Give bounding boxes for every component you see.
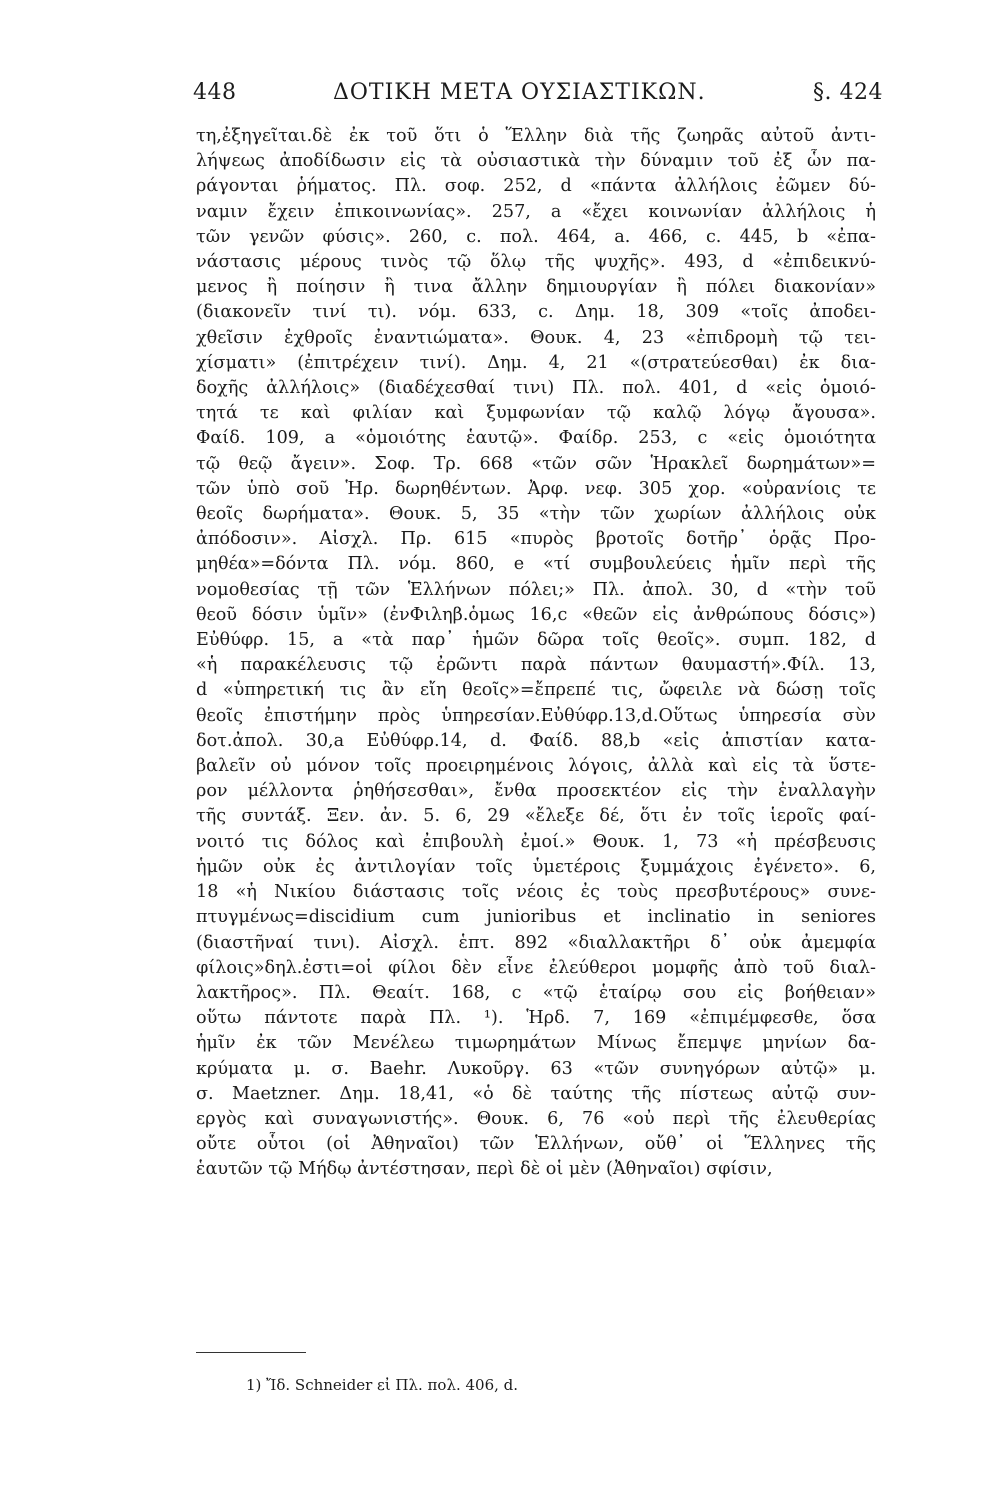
section-number: §. 424	[813, 80, 883, 105]
text-line: ναμιν ἔχειν ἐπικοινωνίας». 257, a «ἔχει κοινωνίαν ἀλλήλοις ἡ	[196, 201, 876, 222]
text-line: 18 «ἡ Νικίου διάστασις τοῖς νέοις ἐς τοὺς πρεσβυτέρους» συνε-	[196, 882, 876, 903]
text-line: δοχῆς ἀλλήλοις» (διαδέχεσθαί τινι) Πλ. πολ. 401, d «εἰς ὁμοιό-	[196, 378, 876, 399]
text-line: κρύματα μ. σ. Baehr. Λυκοῦργ. 63 «τῶν συνηγόρων αὐτῷ» μ.	[196, 1058, 876, 1079]
text-line: χίσματι» (ἐπιτρέχειν τινί). Δημ. 4, 21 «(στρατεύεσθαι) ἐκ δια-	[196, 352, 876, 373]
text-line: δοτ.ἀπολ. 30,a Εὐθύφρ.14, d. Φαίδ. 88,b «εἰς ἀπιστίαν κατα-	[196, 730, 876, 751]
text-line: φίλοις»δηλ.ἐστι=οἱ φίλοι δὲν εἶνε ἐλεύθεροι μομφῆς ἀπὸ τοῦ διαλ-	[196, 957, 876, 978]
text-line: (διακονεῖν τινί τι). νόμ. 633, c. Δημ. 18, 309 «τοῖς ἀποδει-	[196, 302, 876, 323]
text-line: λακτῆρος». Πλ. Θεαίτ. 168, c «τῷ ἑταίρῳ σου εἰς βοήθειαν»	[196, 982, 876, 1003]
text-line: «ἡ παρακέλευσις τῷ ἐρῶντι παρὰ πάντων θαυμαστή».Φίλ. 13,	[196, 655, 876, 676]
text-line: τῆς συντάξ. Ξεν. ἀν. 5. 6, 29 «ἔλεξε δέ, ὅτι ἐν τοῖς ἱεροῖς φαί-	[196, 806, 876, 827]
text-line: νάστασις μέρους τινὸς τῷ ὅλῳ τῆς ψυχῆς». 493, d «ἐπιδεικνύ-	[196, 252, 876, 273]
page-header	[193, 74, 883, 114]
text-line: οὕτω πάντοτε παρὰ Πλ. ¹). Ἡρδ. 7, 169 «ἐπιμέμφεσθε, ὅσα	[196, 1008, 876, 1029]
page-number: 448	[193, 80, 237, 105]
footnote: 1) Ἴδ. Schneider εἰ Πλ. πολ. 406, d.	[246, 1376, 519, 1394]
text-line: ρον μέλλοντα ῥηθήσεσθαι», ἔνθα προσεκτέον εἰς τὴν ἐναλλαγὴν	[196, 781, 876, 802]
footnote-rule	[196, 1352, 306, 1353]
text-line: ἀπόδοσιν». Αἰσχλ. Πρ. 615 «πυρὸς βροτοῖς δοτῆρ᾽ ὁρᾷς Προ-	[196, 529, 876, 550]
text-line: Εὐθύφρ. 15, a «τὰ παρ᾽ ἡμῶν δῶρα τοῖς θεοῖς». συμπ. 182, d	[196, 630, 876, 651]
text-line: ράγονται ῥήματος. Πλ. σοφ. 252, d «πάντα ἀλλήλοις ἐῶμεν δύ-	[196, 176, 876, 197]
text-line: οὔτε οὗτοι (οἱ Ἀθηναῖοι) τῶν Ἑλλήνων, οὔθ᾽ οἱ Ἕλληνες τῆς	[196, 1134, 876, 1155]
text-line: νοιτό τις δόλος καὶ ἐπιβουλὴ ἐμοί.» Θουκ. 1, 73 «ἡ πρέσβευσις	[196, 831, 876, 852]
text-line: τῶν γενῶν φύσις». 260, c. πολ. 464, a. 466, c. 445, b «ἐπα-	[196, 226, 876, 247]
text-line: πτυγμένως=discidium cum junioribus et inclinatio in seniores	[196, 907, 876, 928]
running-title: ΔΟΤΙΚΗ ΜΕΤΑ ΟΥΣΙΑΣΤΙΚΩΝ.	[333, 80, 706, 105]
text-line: ἑαυτῶν τῷ Μήδῳ ἀντέστησαν, περὶ δὲ οἱ μὲν (Ἀθηναῖοι) σφίσιν,	[196, 1159, 773, 1180]
text-line: θεοῖς ἐπιστήμην πρὸς ὑπηρεσίαν.Εὐθύφρ.13,d.Οὕτως ὑπηρεσία σὺν	[196, 705, 876, 726]
text-line: ἡμῶν οὐκ ἐς ἀντιλογίαν τοῖς ὑμετέροις ξυμμάχοις ἐγένετο». 6,	[196, 856, 876, 877]
text-line: τη,ἐξηγεῖται.δὲ ἐκ τοῦ ὅτι ὁ Ἕλλην διὰ τῆς ζωηρᾶς αὐτοῦ ἀντι-	[196, 126, 876, 146]
text-line: τῶν ὑπὸ σοῦ Ἡρ. δωρηθέντων. Ἀρφ. νεφ. 305 χορ. «οὐρανίοις τε	[196, 478, 876, 499]
text-line: νομοθεσίας τῇ τῶν Ἑλλήνων πόλει;» Πλ. ἀπολ. 30, d «τὴν τοῦ	[196, 579, 876, 600]
text-line: σ. Maetzner. Δημ. 18,41, «ὁ δὲ ταύτης τῆς πίστεως αὐτῷ συν-	[196, 1083, 876, 1104]
text-line: θεοῖς δωρήματα». Θουκ. 5, 35 «τὴν τῶν χωρίων ἀλλήλοις οὐκ	[196, 504, 876, 525]
text-line: (διαστῆναί τινι). Αἰσχλ. ἑπτ. 892 «διαλλακτῆρι δ᾽ οὐκ ἀμεμφία	[196, 932, 876, 953]
text-line: θεοῦ δόσιν ὑμῖν» (ἐνΦιληβ.ὁμως 16,c «θεῶν εἰς ἀνθρώπους δόσις»)	[196, 604, 876, 625]
text-line: d «ὑπηρετική τις ἂν εἴη θεοῖς»=ἔπρεπέ τις, ὤφειλε νὰ δώσῃ τοῖς	[196, 680, 876, 701]
text-line: ἡμῖν ἐκ τῶν Μενέλεω τιμωρημάτων Μίνως ἔπεμψε μηνίων δα-	[196, 1033, 876, 1054]
text-line: μενος ἢ ποίησιν ἢ τινα ἄλλην δημιουργίαν ἢ πόλει διακονίαν»	[196, 277, 876, 298]
text-line: τῷ θεῷ ἄγειν». Σοφ. Τρ. 668 «τῶν σῶν Ἡρακλεῖ δωρημάτων»=	[196, 453, 876, 474]
text-line: Φαίδ. 109, a «ὁμοιότης ἑαυτῷ». Φαίδρ. 253, c «εἰς ὁμοιότητα	[196, 428, 876, 449]
body-text	[196, 124, 876, 1183]
text-line: τητά τε καὶ φιλίαν καὶ ξυμφωνίαν τῷ καλῷ λόγῳ ἄγουσα».	[196, 403, 876, 424]
text-line: βαλεῖν οὐ μόνον τοῖς προειρημένοις λόγοις, ἀλλὰ καὶ εἰς τὰ ὕστε-	[196, 756, 876, 777]
text-line: εργὸς καὶ συναγωνιστής». Θουκ. 6, 76 «οὐ περὶ τῆς ἐλευθερίας	[196, 1108, 876, 1129]
text-line: μηθέα»=δόντα Πλ. νόμ. 860, e «τί συμβουλεύεις ἡμῖν περὶ τῆς	[196, 554, 876, 575]
text-line: χθεῖσιν ἐχθροῖς ἐναντιώματα». Θουκ. 4, 23 «ἐπιδρομὴ τῷ τει-	[196, 327, 876, 348]
text-line: λήψεως ἀποδίδωσιν εἰς τὰ οὐσιαστικὰ τὴν δύναμιν τοῦ ἐξ ὧν πα-	[196, 151, 876, 172]
